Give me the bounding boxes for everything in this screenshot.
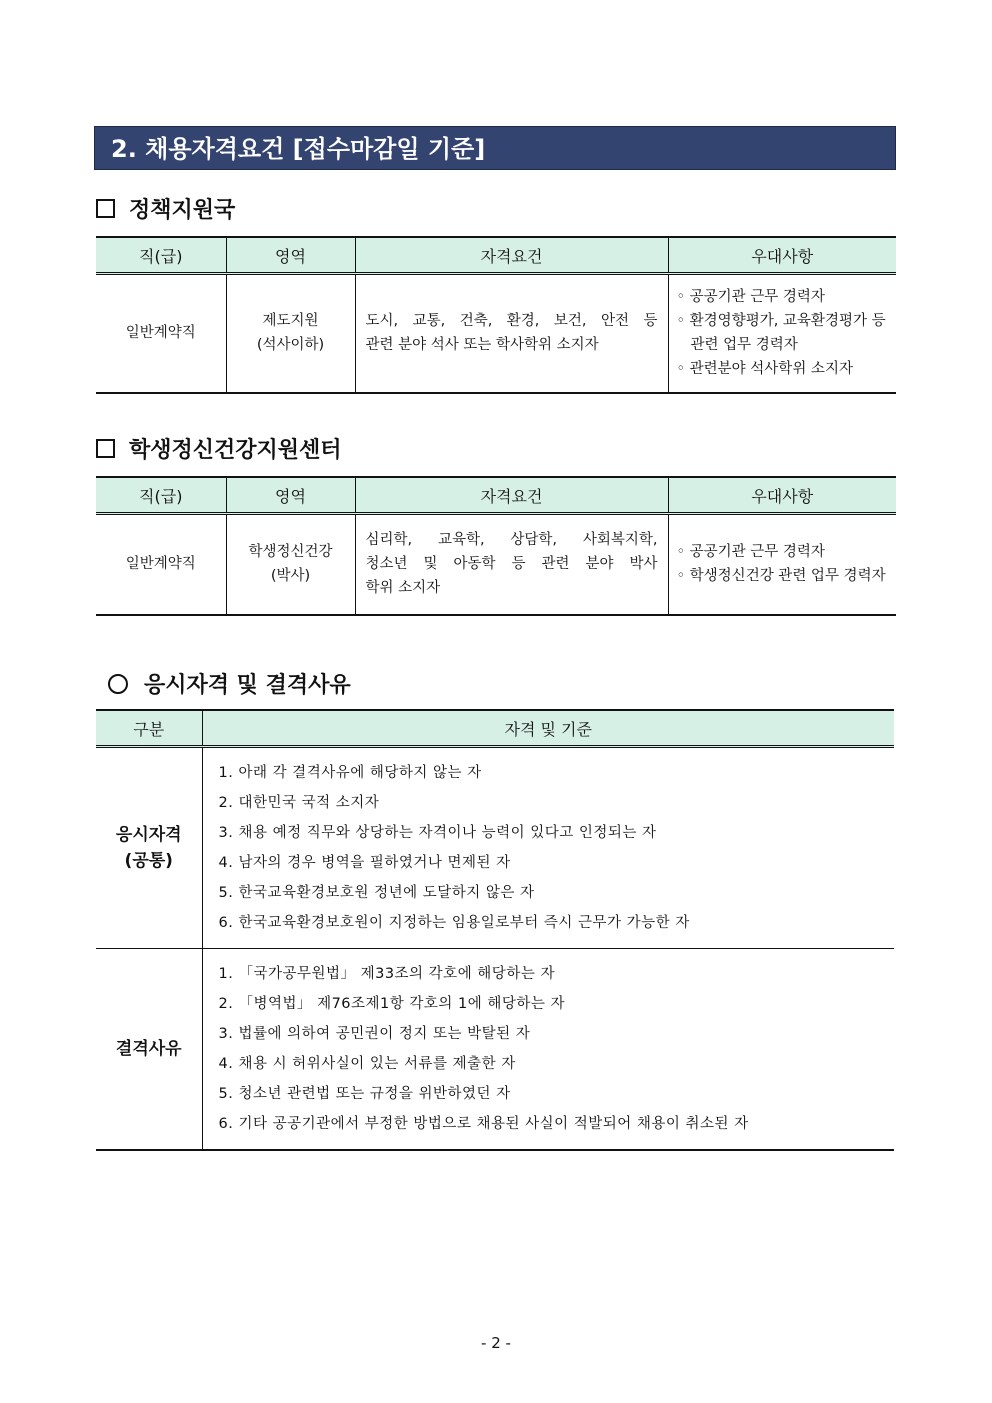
header-grade: 직(급): [96, 237, 226, 274]
list-item: 1. 아래 각 결격사유에 해당하지 않는 자: [218, 765, 482, 781]
qualification-label: 응시자격 (공통): [96, 747, 202, 949]
page-number: - 2 -: [481, 1334, 511, 1352]
list-item: 5. 청소년 관련법 또는 규정을 위반하였던 자: [218, 1086, 511, 1102]
header-requirement: 자격요건: [355, 477, 668, 514]
list-item: 2. 대한민국 국적 소지자: [218, 795, 380, 811]
eligibility-table: [96, 709, 894, 1151]
header-criteria: 자격 및 기준: [202, 710, 894, 747]
requirement-cell: 심리학, 교육학, 상담학, 사회복지학, 청소년 및 아동학 등 관련 분야 박사 학위 소지자: [355, 514, 668, 615]
circle-bullet-icon: [108, 674, 128, 694]
table-row: [96, 274, 896, 393]
preference-cell: ◦ 공공기관 근무 경력자 ◦ 학생정신건강 관련 업무 경력자: [668, 514, 896, 615]
header-preference: 우대사항: [668, 477, 896, 514]
eligibility-title: 응시자격 및 결격사유: [144, 673, 351, 698]
grade-cell: 일반계약직: [96, 514, 226, 615]
header-area: 영역: [226, 237, 355, 274]
square-bullet-icon: [96, 439, 115, 458]
dept2-heading: [96, 433, 342, 464]
disqualification-label: 결격사유: [96, 949, 202, 1151]
list-item: 2. 「병역법」 제76조제1항 각호의 1에 해당하는 자: [218, 996, 566, 1012]
dept1-heading: [96, 193, 235, 224]
disqualification-list: [202, 949, 894, 1151]
header-grade: 직(급): [96, 477, 226, 514]
list-item: 4. 채용 시 허위사실이 있는 서류를 제출한 자: [218, 1056, 516, 1072]
dept2-table: [96, 476, 896, 616]
requirement-cell: 도시, 교통, 건축, 환경, 보건, 안전 등 관련 분야 석사 또는 학사학위 소지자: [355, 274, 668, 393]
dept2-title: 학생정신건강지원센터: [129, 438, 342, 463]
dept1-table: [96, 236, 896, 394]
header-area: 영역: [226, 477, 355, 514]
list-item: 1. 「국가공무원법」 제33조의 각호에 해당하는 자: [218, 966, 555, 982]
list-item: 6. 기타 공공기관에서 부정한 방법으로 채용된 사실이 적발되어 채용이 취소된 자: [218, 1116, 749, 1132]
preference-cell: ◦ 공공기관 근무 경력자 ◦ 환경영향평가, 교육환경평가 등 관련 업무 경력자 ◦ 관련분야 석사학위 소지자: [668, 274, 896, 393]
header-preference: 우대사항: [668, 237, 896, 274]
list-item: 4. 남자의 경우 병역을 필하였거나 면제된 자: [218, 855, 511, 871]
dept1-title: 정책지원국: [129, 198, 236, 223]
list-item: 5. 한국교육환경보호원 정년에 도달하지 않은 자: [218, 885, 535, 901]
area-cell: 제도지원 (석사이하): [226, 274, 355, 393]
grade-cell: 일반계약직: [96, 274, 226, 393]
list-item: 3. 채용 예정 직무와 상당하는 자격이나 능력이 있다고 인정되는 자: [218, 825, 657, 841]
list-item: 6. 한국교육환경보호원이 지정하는 임용일로부터 즉시 근무가 가능한 자: [218, 915, 690, 931]
table-row: [96, 949, 894, 1151]
header-requirement: 자격요건: [355, 237, 668, 274]
table-row: [96, 747, 894, 949]
square-bullet-icon: [96, 199, 115, 218]
list-item: 3. 법률에 의하여 공민권이 정지 또는 박탈된 자: [218, 1026, 531, 1042]
qualification-list: [202, 747, 894, 949]
eligibility-heading: [108, 668, 351, 699]
area-cell: 학생정신건강 (박사): [226, 514, 355, 615]
table-row: [96, 514, 896, 615]
header-category: 구분: [96, 710, 202, 747]
section-title: 2. 채용자격요건 [접수마감일 기준]: [94, 126, 896, 170]
